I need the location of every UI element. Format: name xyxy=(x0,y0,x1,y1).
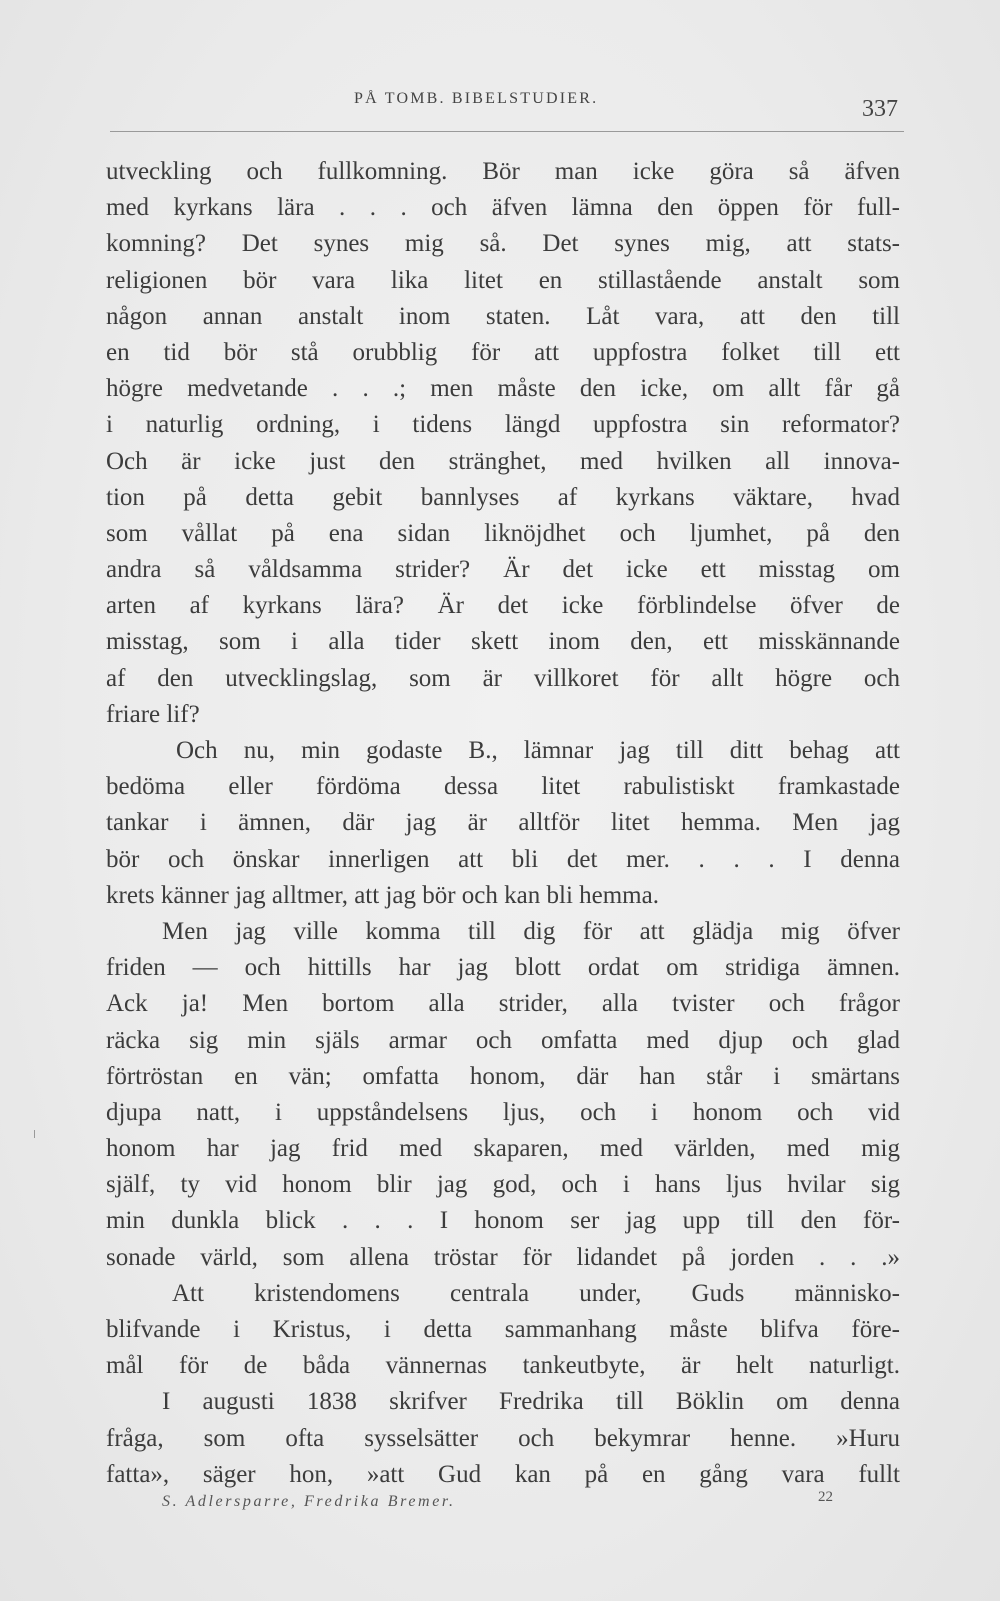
text-line: bedöma eller fördöma dessa litet rabulistiskt framkastade xyxy=(106,773,900,801)
margin-mark xyxy=(34,1130,35,1138)
text-line: fråga, som ofta sysselsätter och bekymrar henne. »Huru xyxy=(106,1424,900,1452)
text-line: med kyrkans lära . . . och äfven lämna den öppen för full- xyxy=(106,194,900,222)
text-line: honom har jag frid med skaparen, med världen, med mig xyxy=(106,1135,900,1163)
text-line: högre medvetande . . .; men måste den icke, om allt får gå xyxy=(106,375,900,403)
text-line: I augusti 1838 skrifver Fredrika till Böklin om denna xyxy=(162,1388,900,1416)
text-line: af den utvecklingslag, som är villkoret för allt högre och xyxy=(106,664,900,692)
body-text xyxy=(106,154,900,1493)
text-line: räcka sig min själs armar och omfatta med djup och glad xyxy=(106,1026,900,1054)
text-line: förtröstan en vän; omfatta honom, där han står i smärtans xyxy=(106,1062,900,1090)
header-rule xyxy=(110,131,904,132)
text-line: Men jag ville komma till dig för att glädja mig öfver xyxy=(162,917,900,945)
text-line: Ack ja! Men bortom alla strider, alla tvister och frågor xyxy=(106,990,900,1018)
text-line: Att kristendomens centrala under, Guds människo- xyxy=(172,1279,900,1307)
text-line: sonade värld, som allena tröstar för lidandet på jorden . . .» xyxy=(106,1243,900,1271)
signature-mark: S. Adlersparre, Fredrika Bremer. xyxy=(162,1493,456,1510)
text-line: själf, ty vid honom blir jag god, och i hans ljus hvilar sig xyxy=(106,1171,900,1199)
text-line: religionen bör vara lika litet en stillastående anstalt som xyxy=(106,266,900,294)
text-line: komning? Det synes mig så. Det synes mig, att stats- xyxy=(106,230,900,258)
text-line: tion på detta gebit bannlyses af kyrkans väktare, hvad xyxy=(106,483,900,511)
text-line: bör och önskar innerligen att bli det mer. . . . I denna xyxy=(106,845,900,873)
running-head xyxy=(0,90,1000,120)
text-line: i naturlig ordning, i tidens längd uppfostra sin reformator? xyxy=(106,411,900,439)
text-line: friden — och hittills har jag blott ordat om stridiga ämnen. xyxy=(106,954,900,982)
text-line: djupa natt, i uppståndelsens ljus, och i honom och vid xyxy=(106,1098,900,1126)
page-number: 337 xyxy=(862,96,898,122)
running-title: PÅ TOMB. BIBELSTUDIER. xyxy=(354,90,599,107)
signature-number: 22 xyxy=(818,1489,833,1505)
text-line: utveckling och fullkomning. Bör man icke göra så äfven xyxy=(106,158,900,185)
text-line: tankar i ämnen, där jag är alltför litet hemma. Men jag xyxy=(106,809,900,837)
text-line: Och nu, min godaste B., lämnar jag till ditt behag att xyxy=(176,737,900,764)
text-line: min dunkla blick . . . I honom ser jag upp till den för- xyxy=(106,1207,900,1235)
text-line: Och är icke just den stränghet, med hvilken all innova- xyxy=(106,447,900,475)
text-line: andra så våldsamma strider? Är det icke ett misstag om xyxy=(106,556,900,584)
text-line: som vållat på ena sidan liknöjdhet och ljumhet, på den xyxy=(106,519,900,547)
text-line: mål för de båda vännernas tankeutbyte, är helt naturligt. xyxy=(106,1352,900,1380)
text-line: blifvande i Kristus, i detta sammanhang måste blifva före- xyxy=(106,1316,900,1343)
text-line: någon annan anstalt inom staten. Låt vara, att den till xyxy=(106,302,900,330)
text-line: fatta», säger hon, »att Gud kan på en gång vara fullt xyxy=(106,1460,900,1488)
text-line: krets känner jag alltmer, att jag bör och kan bli hemma. xyxy=(106,881,659,909)
text-line: misstag, som i alla tider skett inom den, ett misskännande xyxy=(106,628,900,656)
text-line: en tid bör stå orubblig för att uppfostra folket till ett xyxy=(106,338,900,366)
text-line: friare lif? xyxy=(106,700,200,728)
footer-signature-line xyxy=(0,1489,1000,1517)
text-line: arten af kyrkans lära? Är det icke förblindelse öfver de xyxy=(106,592,900,620)
